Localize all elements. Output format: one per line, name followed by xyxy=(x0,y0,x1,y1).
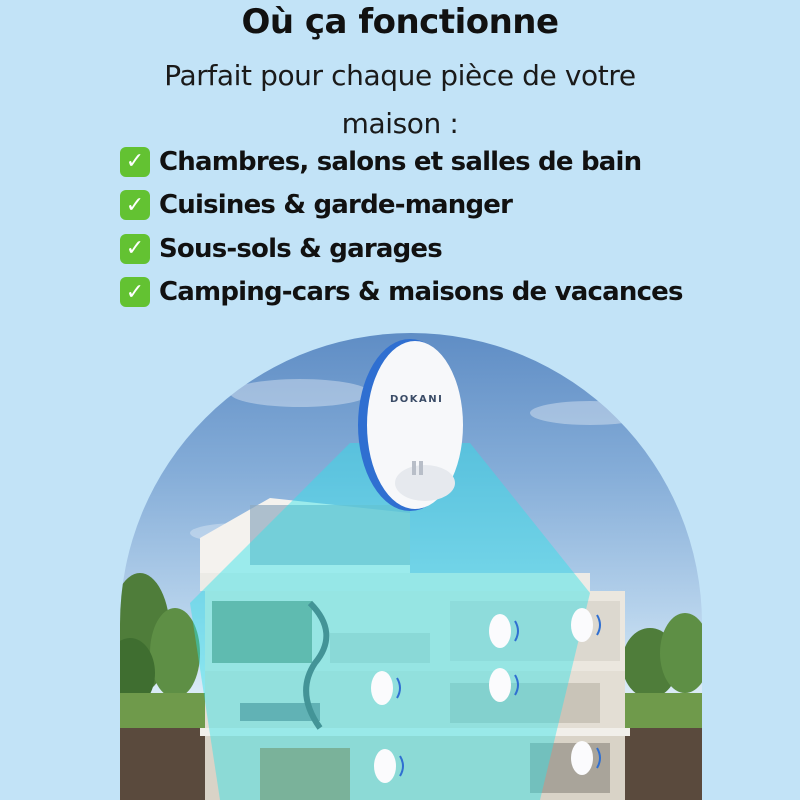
room-checklist xyxy=(120,140,683,314)
house-illustration xyxy=(120,333,702,800)
cloud xyxy=(230,379,370,407)
device-brand-label: DOKANI xyxy=(390,394,444,405)
check-mark-icon: ✓ xyxy=(120,277,150,307)
list-item-label: Sous-sols & garages xyxy=(159,233,442,264)
check-mark-icon: ✓ xyxy=(120,190,150,220)
list-item xyxy=(120,271,683,315)
list-item xyxy=(120,184,683,228)
list-item xyxy=(120,140,683,184)
list-item xyxy=(120,227,683,271)
cloud xyxy=(530,401,650,425)
list-item-label: Cuisines & garde-manger xyxy=(159,190,513,221)
list-item-label: Camping-cars & maisons de vacances xyxy=(159,277,683,308)
page-title: Où ça fonctionne xyxy=(241,2,559,42)
check-mark-icon: ✓ xyxy=(120,234,150,264)
list-item-label: Chambres, salons et salles de bain xyxy=(159,146,642,177)
page-subtitle: Parfait pour chaque pièce de votre maison : xyxy=(164,59,636,140)
device-large-icon xyxy=(358,339,463,511)
check-mark-icon: ✓ xyxy=(120,147,150,177)
trees-left xyxy=(120,573,200,708)
trees-right xyxy=(622,613,702,698)
